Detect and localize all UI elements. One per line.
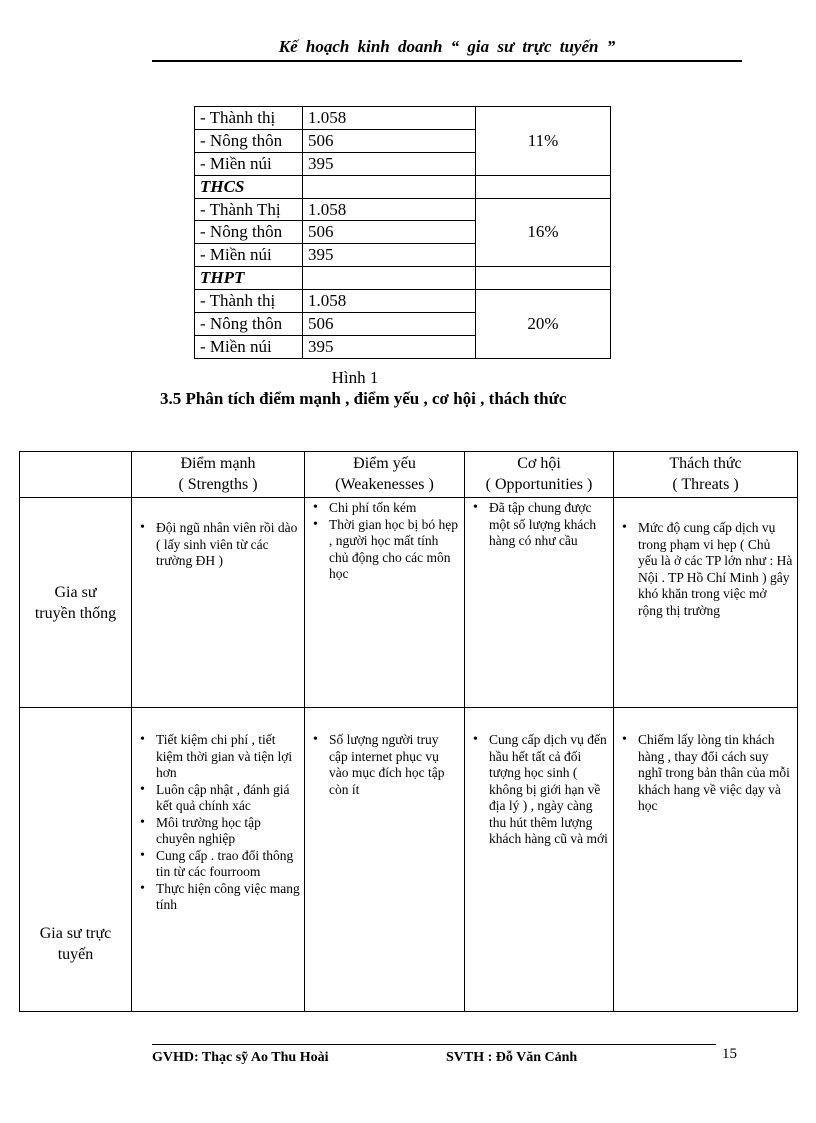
- list-item: • Tiết kiệm chi phí , tiết kiệm thời gian và tiện lợi hơn: [132, 732, 304, 782]
- section-title: THCS: [195, 175, 303, 198]
- area-cell: - Thành thị: [195, 107, 303, 130]
- section-heading: 3.5 Phân tích điểm mạnh , điểm yếu , cơ hội , thách thức: [160, 389, 567, 408]
- header-opportunities: Cơ hội ( Opportunities ): [465, 452, 614, 498]
- area-cell: - Thành Thị: [195, 198, 303, 221]
- weaknesses-cell: [305, 708, 465, 1012]
- area-cell: - Nông thôn: [195, 221, 303, 244]
- footer-divider: [152, 1044, 716, 1045]
- value-cell: 506: [303, 221, 476, 244]
- figure-caption: Hình 1: [331, 368, 379, 387]
- page-number: 15: [722, 1046, 737, 1062]
- list-item: • Chi phí tốn kém: [305, 500, 464, 517]
- list-item: • Luôn cập nhật , đánh giá kết quả chính xác: [132, 782, 304, 815]
- swot-table: [19, 451, 798, 1012]
- value-cell: 1.058: [303, 107, 476, 130]
- list-item: • Môi trường học tập chuyên nghiệp: [132, 815, 304, 848]
- list-item: • Mức độ cung cấp dịch vụ trong phạm vi hẹp ( Chủ yếu là ở các TP lớn như : Hà Nội . TP Hồ Chí Minh ) gây khó khăn trong việc mở rộng thị trường: [614, 520, 797, 619]
- opportunities-cell: [465, 708, 614, 1012]
- value-cell: 395: [303, 152, 476, 175]
- value-cell: 395: [303, 244, 476, 267]
- list-item: • Đội ngũ nhân viên rồi dào ( lấy sinh viên từ các trường ĐH ): [132, 520, 304, 570]
- weaknesses-cell: [305, 498, 465, 708]
- row-label: Gia sư truyền thống: [20, 498, 132, 708]
- empty-cell: [476, 175, 611, 198]
- student-credit: SVTH : Đỗ Văn Cảnh: [446, 1050, 578, 1065]
- document-header-title: Kế hoạch kinh doanh “ gia sư trực tuyến ”: [152, 36, 742, 62]
- threats-cell: [614, 498, 798, 708]
- statistics-table: [194, 106, 611, 359]
- empty-cell: [303, 175, 476, 198]
- value-cell: 395: [303, 335, 476, 358]
- area-cell: - Thành thị: [195, 290, 303, 313]
- value-cell: 506: [303, 129, 476, 152]
- list-item: • Thực hiện công việc mang tính: [132, 881, 304, 914]
- value-cell: 1.058: [303, 290, 476, 313]
- header-threats: Thách thức ( Threats ): [614, 452, 798, 498]
- area-cell: - Miền núi: [195, 335, 303, 358]
- advisor-credit: GVHD: Thạc sỹ Ao Thu Hoài: [152, 1050, 329, 1065]
- table-row: [195, 290, 611, 313]
- list-item: • Cung cấp dịch vụ đến hầu hết tất cả đối tượng học sinh ( không bị giới hạn về địa lý ) , ngày càng thu hút thêm lượng khách hàng cũ và mới: [465, 732, 613, 848]
- row-label: Gia sư trực tuyến: [20, 708, 132, 1012]
- swot-row-traditional: [20, 498, 798, 708]
- area-cell: - Nông thôn: [195, 129, 303, 152]
- list-item: • Đã tập chung được một số lượng khách hàng có như cầu: [465, 500, 613, 550]
- percent-cell: 16%: [476, 198, 611, 267]
- empty-cell: [476, 267, 611, 290]
- list-item: • Số lượng người truy cập internet phục vụ vào mục đích học tập còn ít: [305, 732, 464, 798]
- header-weaknesses: Điểm yếu (Weakenesses ): [305, 452, 465, 498]
- table-row: [195, 198, 611, 221]
- list-item: • Cung cấp . trao đổi thông tin từ các fourroom: [132, 848, 304, 881]
- value-cell: 506: [303, 313, 476, 336]
- area-cell: - Miền núi: [195, 152, 303, 175]
- strengths-cell: [132, 498, 305, 708]
- value-cell: 1.058: [303, 198, 476, 221]
- percent-cell: 11%: [476, 107, 611, 176]
- header-strengths: Điểm mạnh ( Strengths ): [132, 452, 305, 498]
- list-item: • Chiếm lấy lòng tin khách hàng , thay đổi cách suy nghĩ trong bản thân của mỗi khách hang về việc dạy và học: [614, 732, 797, 815]
- threats-cell: [614, 708, 798, 1012]
- strengths-cell: [132, 708, 305, 1012]
- area-cell: - Nông thôn: [195, 313, 303, 336]
- list-item: • Thời gian học bị bó hẹp , người học mất tính chủ động cho các môn học: [305, 517, 464, 583]
- section-title: THPT: [195, 267, 303, 290]
- section-row: [195, 267, 611, 290]
- area-cell: - Miền núi: [195, 244, 303, 267]
- swot-header-row: [20, 452, 798, 498]
- percent-cell: 20%: [476, 290, 611, 359]
- section-row: [195, 175, 611, 198]
- swot-row-online: [20, 708, 798, 1012]
- table-row: [195, 107, 611, 130]
- opportunities-cell: [465, 498, 614, 708]
- empty-cell: [303, 267, 476, 290]
- corner-cell: [20, 452, 132, 498]
